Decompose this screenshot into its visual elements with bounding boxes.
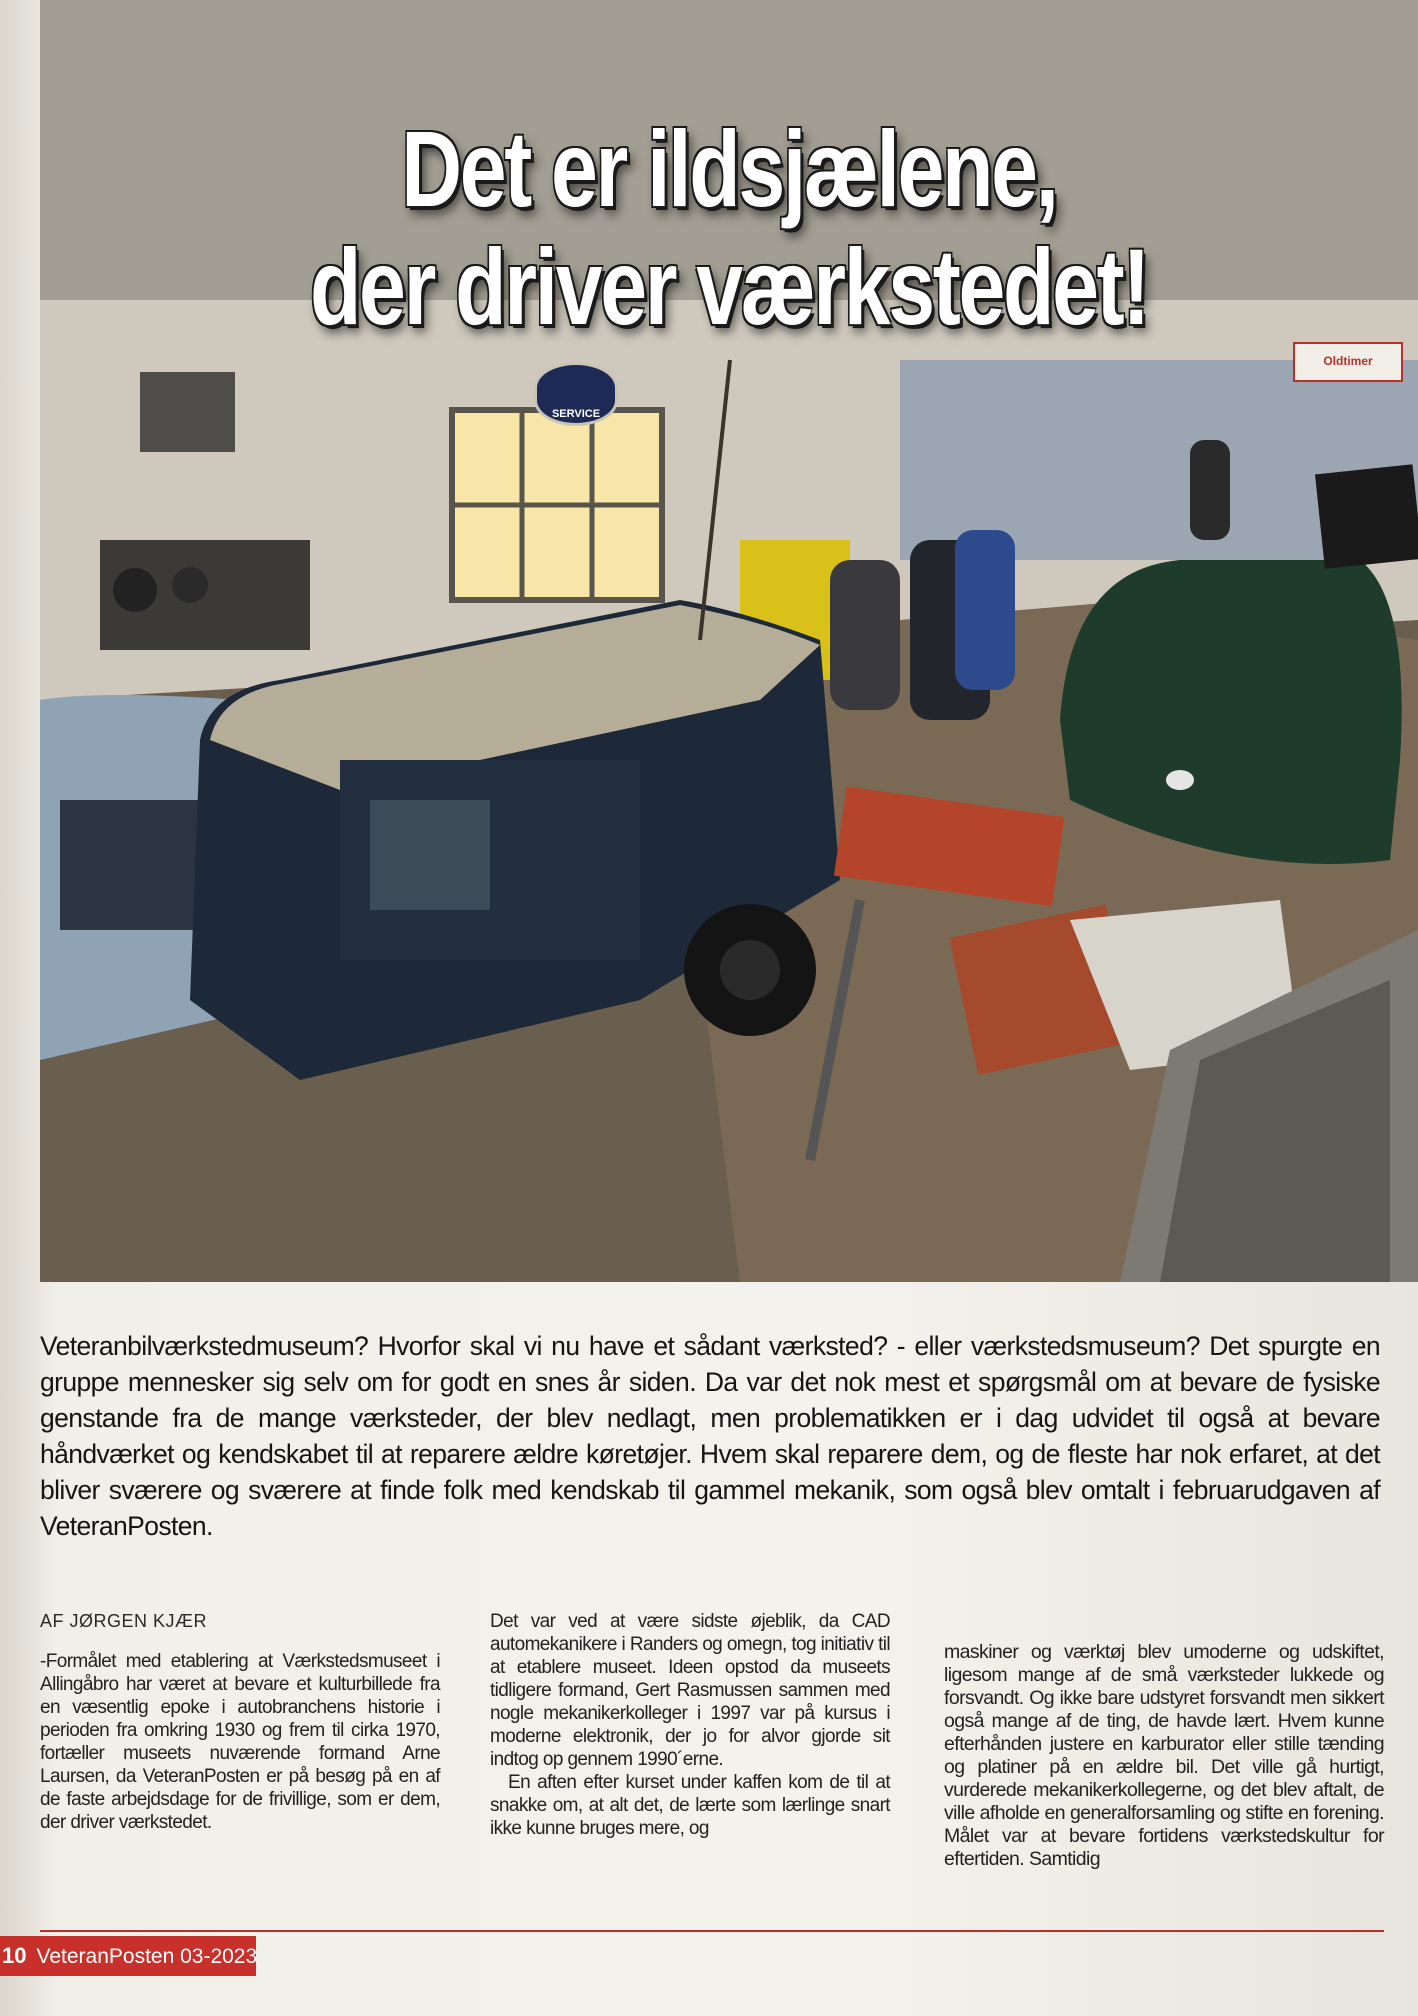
intro-paragraph: Veteranbilværkstedmuseum? Hvorfor skal vi nu have et sådant værksted? - eller værkstedsmuseum? Det spurgte en gruppe mennesker sig selv om for godt en snes år siden. Da var det nok mest et spørgsmål om at bevare de fysiske genstande fra de mange værksteder, der blev nedlagt, men problematikken er i dag udvidet til også at bevare håndværket og kendskabet til at reparere ældre køretøjer. Hvem skal reparere dem, og de fleste har nok erfaret, at det bliver sværere og sværere at finde folk med kendskab til gammel mekanik, som også blev omtalt i februarudgaven af VeteranPosten. bbox=[40, 1331, 1380, 1541]
headline-line-2: der driver værkstedet! bbox=[309, 226, 1149, 347]
publication-name: VeteranPosten 03-2023 bbox=[36, 1945, 258, 1968]
page-footer bbox=[0, 1936, 256, 1976]
column-1-text: -Formålet med etablering at Værkstedsmuseet i Allingåbro har været at bevare et kulturbillede fra en væsentlig epoke i autobranchens historie i perioden fra omkring 1930 og frem til cirka 1970, fortæller museets nuværende formand Arne Laursen, da VeteranPosten er på besøg på en af de faste arbejdsdage for de frivillige, som er dem, der driver værkstedet. bbox=[40, 1651, 440, 1833]
headline bbox=[192, 110, 1267, 346]
byline: AF JØRGEN KJÆR bbox=[40, 1611, 208, 1631]
headline-line-1: Det er ildsjælene, bbox=[401, 108, 1057, 229]
column-3-text: maskiner og værktøj blev umoderne og udskiftet, ligesom mange af de små værksteder lukkede og forsvandt. Og ikke bare udstyret forsvandt men sikkert også mange af de ting, de havde lært. Hvem kunne efterhånden justere en karburator eller stille tænding og platiner på en ældre bil. Det ville gå hurtigt, vurderede mekanikerkollegerne, og det blev aftalt, de ville afholde en generalforsamling og stifte en forening. Målet var at bevare fortidens værkstedskultur for eftertiden. Samtidig bbox=[944, 1641, 1384, 1870]
page-number: 10 bbox=[2, 1943, 27, 1968]
oldtimer-sign: Oldtimer bbox=[1293, 342, 1403, 382]
column-2 bbox=[490, 1610, 890, 1840]
service-sign: SERVICE bbox=[534, 362, 618, 426]
workshop-photo bbox=[40, 0, 1418, 1282]
column-2-paragraph-2: En aften efter kurset under kaffen kom de til at snakke om, at alt det, de lærte som lærlinge snart ikke kunne bruges mere, og bbox=[490, 1772, 890, 1839]
column-2-paragraph-1: Det var ved at være sidste øjeblik, da CAD automekanikere i Randers og omegn, tog initiativ til at etablere museet. Ideen opstod da museets tidligere formand, Gert Rasmussen sammen med nogle mekanikerkolleger i 1997 var på kursus i moderne elektronik, der jo for alvor gjorde sit indtog op gennem 1990´erne. bbox=[490, 1611, 890, 1770]
footer-rule bbox=[40, 1930, 1384, 1932]
column-3 bbox=[944, 1641, 1384, 1871]
column-1 bbox=[40, 1610, 440, 1834]
